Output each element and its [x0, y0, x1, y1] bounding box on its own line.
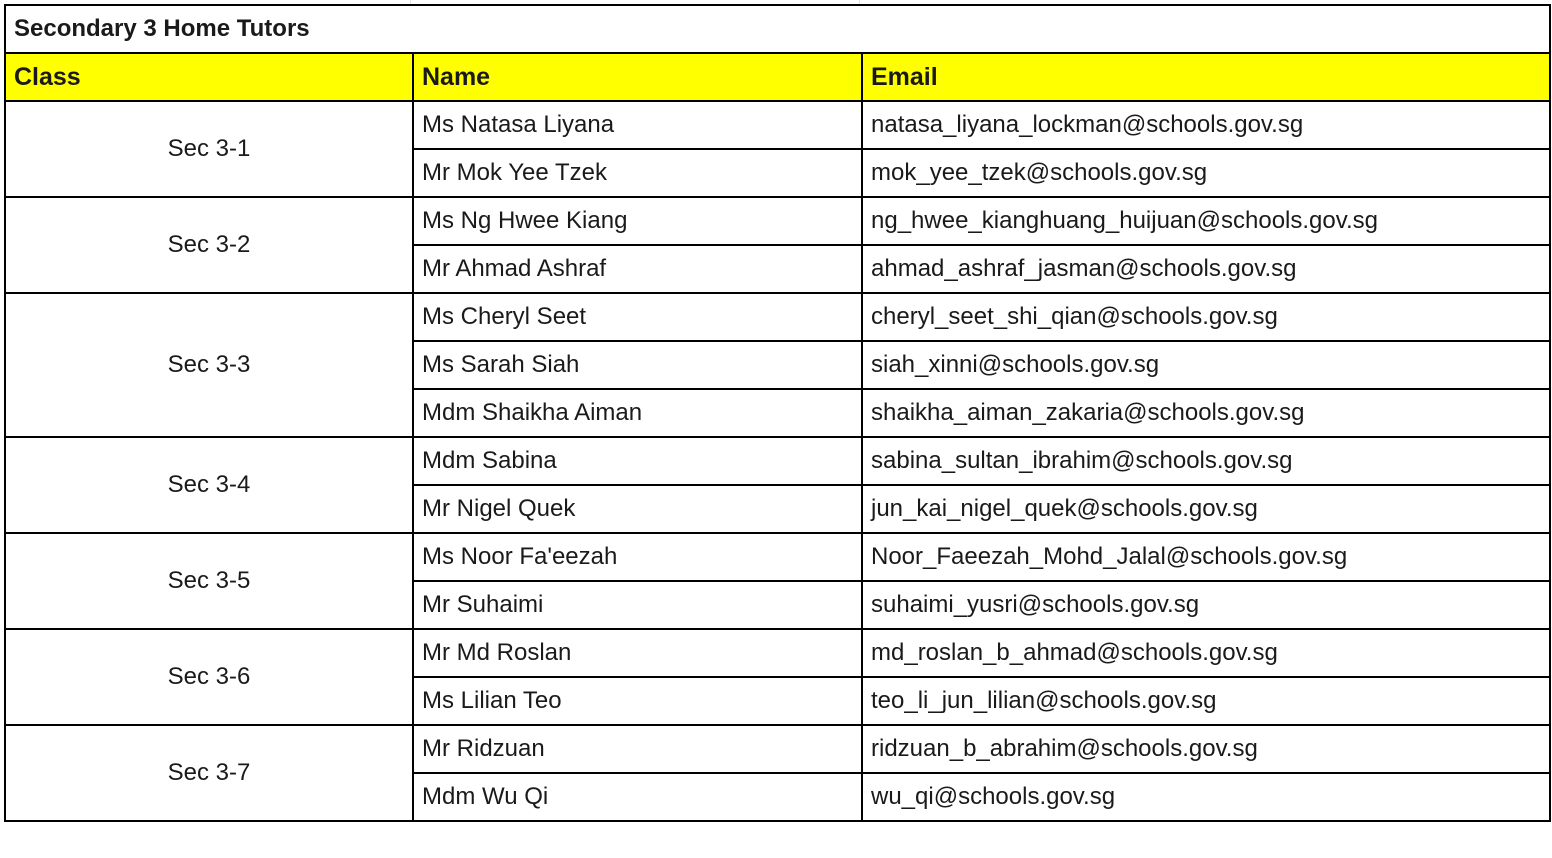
tutor-name-cell[interactable]: Mr Nigel Quek: [413, 485, 862, 533]
column-header-class[interactable]: Class: [5, 53, 413, 101]
tutor-email-cell[interactable]: cheryl_seet_shi_qian@schools.gov.sg: [862, 293, 1550, 341]
tutor-name-cell[interactable]: Mdm Shaikha Aiman: [413, 389, 862, 437]
title-row: [5, 5, 1550, 53]
table-row: [5, 629, 1550, 677]
tutor-email-cell[interactable]: Noor_Faeezah_Mohd_Jalal@schools.gov.sg: [862, 533, 1550, 581]
table-row: [5, 293, 1550, 341]
tutor-email-cell[interactable]: ahmad_ashraf_jasman@schools.gov.sg: [862, 245, 1550, 293]
class-cell[interactable]: Sec 3-7: [5, 725, 413, 821]
tutor-name-cell[interactable]: Ms Sarah Siah: [413, 341, 862, 389]
tutor-email-cell[interactable]: ridzuan_b_abrahim@schools.gov.sg: [862, 725, 1550, 773]
tutor-email-cell[interactable]: jun_kai_nigel_quek@schools.gov.sg: [862, 485, 1550, 533]
tutor-name-cell[interactable]: Mr Mok Yee Tzek: [413, 149, 862, 197]
table-body: [5, 5, 1550, 821]
tutor-name-cell[interactable]: Ms Noor Fa'eezah: [413, 533, 862, 581]
home-tutors-table: [4, 4, 1551, 822]
table-row: [5, 725, 1550, 773]
tutor-email-cell[interactable]: teo_li_jun_lilian@schools.gov.sg: [862, 677, 1550, 725]
tutor-email-cell[interactable]: mok_yee_tzek@schools.gov.sg: [862, 149, 1550, 197]
tutor-email-cell[interactable]: wu_qi@schools.gov.sg: [862, 773, 1550, 821]
class-cell[interactable]: Sec 3-3: [5, 293, 413, 437]
class-cell[interactable]: Sec 3-6: [5, 629, 413, 725]
table-row: [5, 533, 1550, 581]
tutor-email-cell[interactable]: sabina_sultan_ibrahim@schools.gov.sg: [862, 437, 1550, 485]
tutor-email-cell[interactable]: suhaimi_yusri@schools.gov.sg: [862, 581, 1550, 629]
column-header-email[interactable]: Email: [862, 53, 1550, 101]
table-row: [5, 101, 1550, 149]
tutor-name-cell[interactable]: Ms Lilian Teo: [413, 677, 862, 725]
tutor-name-cell[interactable]: Mdm Wu Qi: [413, 773, 862, 821]
class-cell[interactable]: Sec 3-1: [5, 101, 413, 197]
tutor-name-cell[interactable]: Ms Natasa Liyana: [413, 101, 862, 149]
tutor-name-cell[interactable]: Mr Suhaimi: [413, 581, 862, 629]
tutor-name-cell[interactable]: Mdm Sabina: [413, 437, 862, 485]
column-header-name[interactable]: Name: [413, 53, 862, 101]
table-title[interactable]: Secondary 3 Home Tutors: [5, 5, 1550, 53]
tutor-email-cell[interactable]: md_roslan_b_ahmad@schools.gov.sg: [862, 629, 1550, 677]
class-cell[interactable]: Sec 3-5: [5, 533, 413, 629]
tutor-name-cell[interactable]: Ms Cheryl Seet: [413, 293, 862, 341]
tutor-email-cell[interactable]: ng_hwee_kianghuang_huijuan@schools.gov.sg: [862, 197, 1550, 245]
class-cell[interactable]: Sec 3-4: [5, 437, 413, 533]
tutor-email-cell[interactable]: siah_xinni@schools.gov.sg: [862, 341, 1550, 389]
tutor-name-cell[interactable]: Ms Ng Hwee Kiang: [413, 197, 862, 245]
tutor-name-cell[interactable]: Mr Ridzuan: [413, 725, 862, 773]
tutor-name-cell[interactable]: Mr Ahmad Ashraf: [413, 245, 862, 293]
table-row: [5, 437, 1550, 485]
class-cell[interactable]: Sec 3-2: [5, 197, 413, 293]
tutor-email-cell[interactable]: natasa_liyana_lockman@schools.gov.sg: [862, 101, 1550, 149]
header-row: [5, 53, 1550, 101]
tutor-email-cell[interactable]: shaikha_aiman_zakaria@schools.gov.sg: [862, 389, 1550, 437]
table-row: [5, 197, 1550, 245]
tutor-name-cell[interactable]: Mr Md Roslan: [413, 629, 862, 677]
